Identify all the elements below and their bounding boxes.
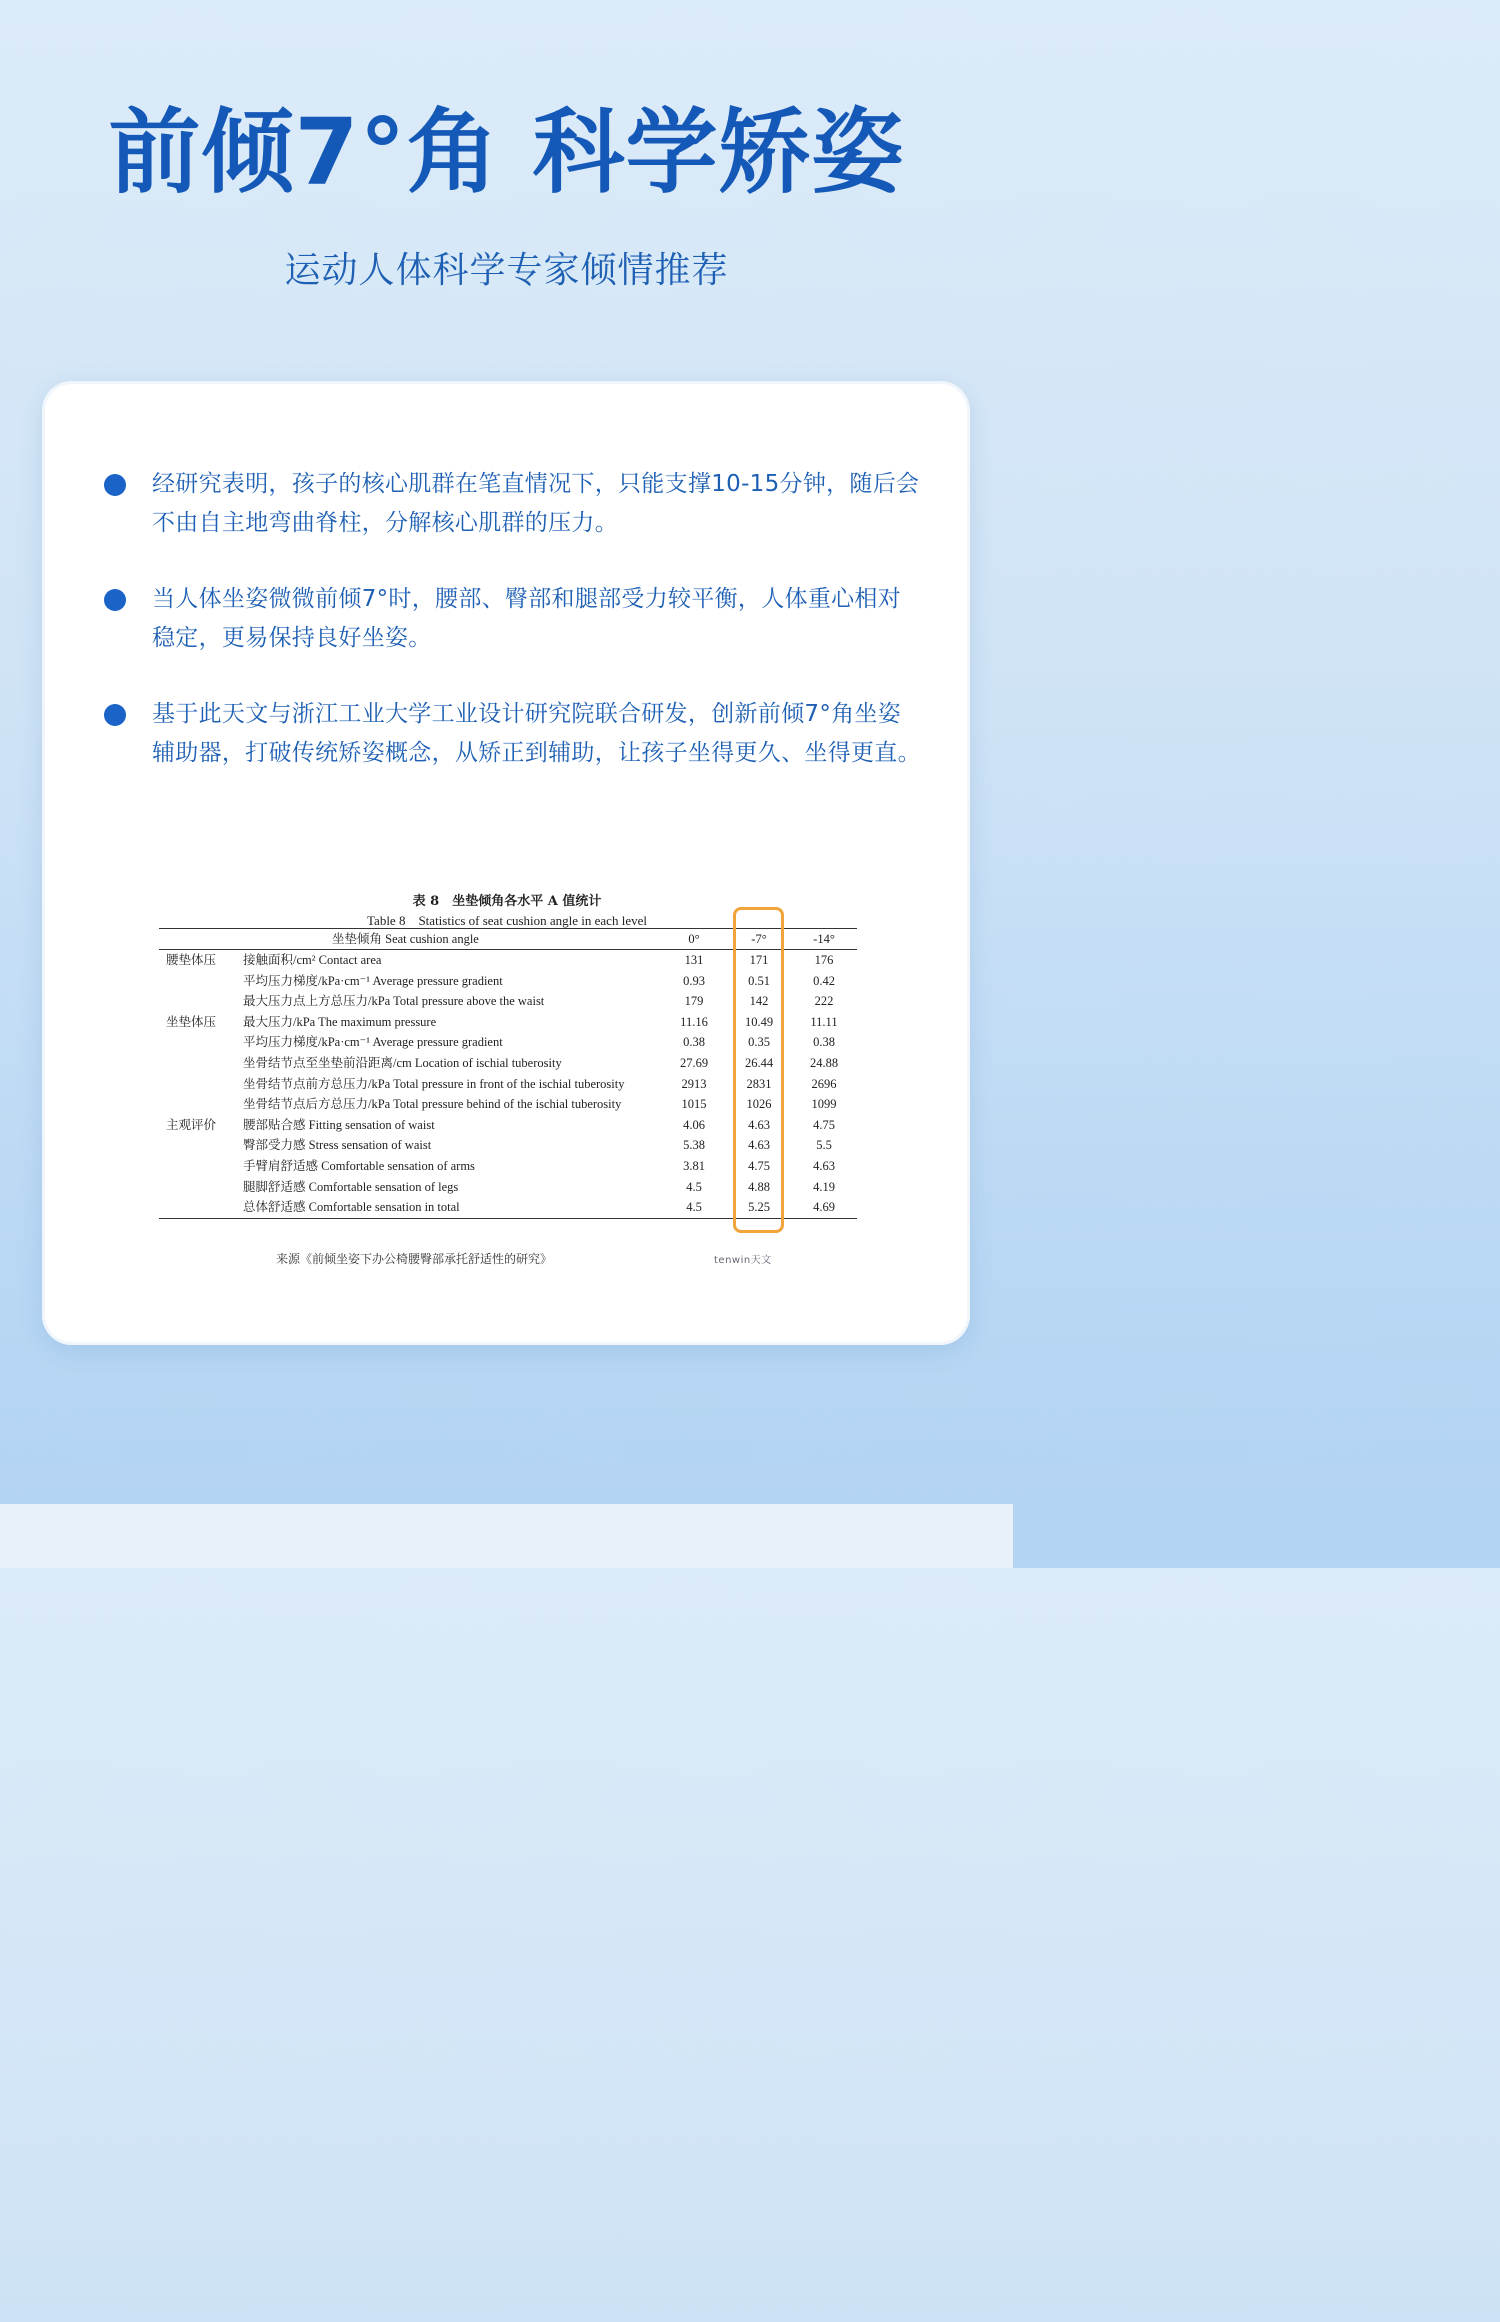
table-cell: 5.25 xyxy=(748,1200,770,1215)
table-row-group: 腰垫体压 xyxy=(166,953,217,967)
table-cell: 4.69 xyxy=(813,1200,835,1215)
table-cell: 222 xyxy=(814,994,834,1009)
table-cell: 142 xyxy=(749,994,769,1009)
table-row-label: 总体舒适感 Comfortable sensation in total xyxy=(243,1200,460,1215)
table-cell: 5.38 xyxy=(683,1138,705,1153)
table-row-label: 最大压力/kPa The maximum pressure xyxy=(243,1014,437,1029)
table-cell: 1099 xyxy=(811,1097,837,1112)
bullet-dot-icon xyxy=(104,704,126,726)
highlight-column-frame xyxy=(733,907,784,1233)
table-cell: 27.69 xyxy=(679,1056,709,1070)
table-cell: 11.11 xyxy=(810,1014,838,1029)
table-row-label: 臀部受力感 Stress sensation of waist xyxy=(243,1138,432,1153)
table-cell: 4.75 xyxy=(813,1117,835,1132)
table-cell: 5.5 xyxy=(816,1138,832,1153)
table-cell: 0.42 xyxy=(813,973,835,988)
table-cell: 1026 xyxy=(746,1097,772,1112)
page-subtitle: 运动人体科学专家倾情推荐 xyxy=(284,250,729,291)
table-header-col: -7° xyxy=(751,932,767,946)
bullet-text: 基于此天文与浙江工业大学工业设计研究院联合研发，创新前倾7°角坐姿辅助器，打破传统矫姿概念，从矫正到辅助，让孩子坐得更久、坐得更直。 xyxy=(152,701,921,766)
table-cell: 0.35 xyxy=(748,1035,770,1050)
table-cell: 10.49 xyxy=(744,1014,774,1029)
table-cell: 0.51 xyxy=(748,973,770,988)
table-row-label: 腰部贴合感 Fitting sensation of waist xyxy=(243,1117,435,1132)
table-header-col: 0° xyxy=(688,932,700,946)
table-row-label: 接触面积/cm² Contact area xyxy=(243,953,382,967)
table-row-label: 手臂肩舒适感 Comfortable sensation of arms xyxy=(243,1159,475,1173)
bullet-text: 经研究表明，孩子的核心肌群在笔直情况下，只能支撑10-15分钟，随后会不由自主地弯曲脊柱，分解核心肌群的压力。 xyxy=(152,471,920,536)
table-cell: 171 xyxy=(749,953,769,967)
table-cell: 4.5 xyxy=(686,1179,702,1194)
table-cell: 0.38 xyxy=(813,1035,835,1050)
table-row-label: 坐骨结节点后方总压力/kPa Total pressure behind of the ischial tuberosity xyxy=(243,1097,622,1112)
table-cell: 4.88 xyxy=(748,1179,770,1194)
table-cell: 4.5 xyxy=(686,1200,702,1215)
bullet-dot-icon xyxy=(104,589,126,611)
table-cell: 131 xyxy=(684,953,704,967)
bullet-dot-icon xyxy=(104,474,126,496)
table-header-col: -14° xyxy=(813,932,835,946)
table-cell: 4.75 xyxy=(748,1159,770,1173)
bottom-band xyxy=(0,1504,1013,1568)
table-row-group: 坐垫体压 xyxy=(166,1014,217,1029)
table-row-label: 平均压力梯度/kPa·cm⁻¹ Average pressure gradient xyxy=(243,1035,503,1050)
table-cell: 4.63 xyxy=(813,1159,835,1173)
table-cell: 1015 xyxy=(681,1097,707,1112)
table-cell: 179 xyxy=(684,994,704,1009)
table-cell: 2913 xyxy=(681,1076,707,1091)
table-cell: 0.38 xyxy=(683,1035,705,1050)
bullet-text: 当人体坐姿微微前倾7°时，腰部、臀部和腿部受力较平衡，人体重心相对稳定，更易保持良好坐姿。 xyxy=(152,586,902,651)
table-cell: 26.44 xyxy=(744,1056,774,1070)
table-row-group: 主观评价 xyxy=(166,1117,217,1132)
table-cell: 4.63 xyxy=(748,1117,770,1132)
table-cell: 2696 xyxy=(811,1076,837,1091)
table-title-en: Table 8 Statistics of seat cushion angle in each level xyxy=(367,913,647,928)
table-cell: 3.81 xyxy=(683,1159,705,1173)
table-row-label: 最大压力点上方总压力/kPa Total pressure above the waist xyxy=(243,994,545,1009)
source-citation: 来源《前倾坐姿下办公椅腰臀部承托舒适性的研究》 xyxy=(276,1252,553,1266)
table-cell: 4.63 xyxy=(748,1138,770,1153)
table-cell: 4.06 xyxy=(683,1117,705,1132)
table-cell: 176 xyxy=(814,953,834,967)
table-cell: 24.88 xyxy=(809,1056,839,1070)
table-cell: 2831 xyxy=(746,1076,772,1091)
page-title: 前倾7°角 科学矫姿 xyxy=(108,99,905,206)
table-cell: 11.16 xyxy=(680,1014,708,1029)
table-title-cn: 表 8 坐垫倾角各水平 A 值统计 xyxy=(412,894,602,909)
table-row-label: 腿脚舒适感 Comfortable sensation of legs xyxy=(243,1179,459,1194)
table-row-label: 坐骨结节点前方总压力/kPa Total pressure in front of the ischial tuberosity xyxy=(243,1076,625,1091)
brand-logo: tenwin天文 xyxy=(714,1255,772,1266)
table-row-label: 坐骨结节点至坐垫前沿距离/cm Location of ischial tuberosity xyxy=(243,1056,562,1070)
table-cell: 0.93 xyxy=(683,973,705,988)
table-cell: 4.19 xyxy=(813,1179,835,1194)
table-header-label: 坐垫倾角 Seat cushion angle xyxy=(332,932,479,946)
table-row-label: 平均压力梯度/kPa·cm⁻¹ Average pressure gradient xyxy=(243,973,503,988)
